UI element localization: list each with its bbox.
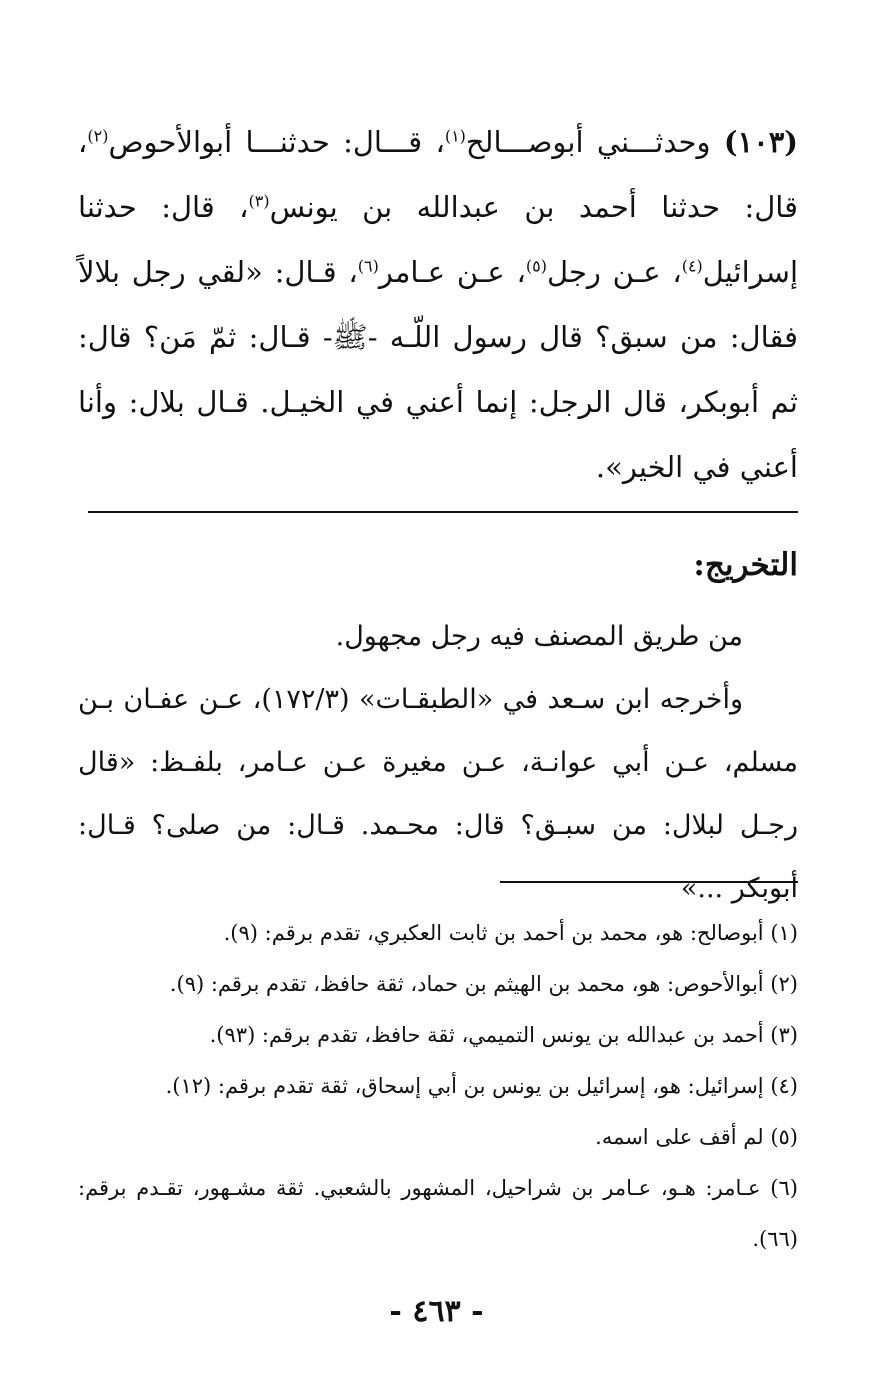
hadith-number: (١٠٣) (723, 125, 799, 159)
hadith-text (78, 110, 798, 500)
hadith-text-part-7: ، قـال: «لقي رجل بلالاً فقال: من سبق؟ قال رسول اللّـه -ﷺ- قـال: ثمّ مَن؟ قال: ثم أبوبكر، قال الرجل: إنما أعني في الخيـل. قـال بلال: وأنا أعني في الخير». (78, 255, 798, 484)
hadith-text-part-3: ، قال: حدثنا أحمد بن عبدالله بن يونس (78, 125, 798, 224)
hadith-text-part-5: ، عـن رجل (546, 255, 682, 289)
footnotes (78, 908, 798, 1265)
hadith-text-part-6: ، عـن عـامر (378, 255, 526, 289)
footnote-3: (٣) أحمد بن عبدالله بن يونس التميمي، ثقة حافظ، تقدم برقم: (٩٣). (209, 1023, 798, 1047)
footnote-4: (٤) إسرائيل: هو، إسرائيل بن يونس بن أبي إسحاق، ثقة تقدم برقم: (١٢). (165, 1074, 798, 1098)
footnote-1: (١) أبوصالح: هو، محمد بن أحمد بن ثابت العكبري، تقدم برقم: (٩). (223, 921, 798, 945)
footnote-5: (٥) لم أقف على اسمه. (595, 1125, 798, 1149)
footnote-6: (٦) عـامر: هـو، عـامر بن شراحيل، المشهور بالشعبي. ثقة مشـهور، تقـدم برقم: (٦٦). (78, 1176, 798, 1251)
footnote-ref-1[interactable]: (١) (444, 126, 466, 146)
page-number: - ٤٦٣ - (389, 1294, 484, 1329)
footnote-ref-6[interactable]: (٦) (357, 256, 379, 276)
takhrij-body (78, 605, 798, 920)
footnote-2: (٢) أبوالأحوص: هو، محمد بن الهيثم بن حماد، ثقة حافظ، تقدم برقم: (٩). (169, 972, 798, 996)
footnote-ref-2[interactable]: (٢) (87, 126, 109, 146)
takhrij-paragraph-2: وأخرجه ابن سـعد في «الطبقـات» (١٧٢/٣)، عـن عفـان بـن مسلم، عـن أبي عوانـة، عـن مغيرة عـن عـامر، بلفـظ: «قال رجـل لبلال: من سبـق؟ قال: محـمد. قـال: من صلى؟ قـال: أبوبكر ...» (78, 684, 798, 904)
footnote-ref-5[interactable]: (٥) (525, 256, 547, 276)
takhrij-heading: التخريج: (693, 547, 798, 583)
hadith-text-part-1: وحدثـــني أبوصـــالح (465, 125, 724, 159)
footnote-ref-3[interactable]: (٣) (248, 191, 270, 211)
footnote-ref-4[interactable]: (٤) (681, 256, 703, 276)
hadith-text-part-2: ، قـــال: حدثنـــا أبوالأحوص (108, 125, 445, 159)
hadith-text-part-4: ، قال: حدثنا إسرائيل (78, 190, 798, 289)
takhrij-paragraph-1: من طريق المصنف فيه رجل مجهول. (335, 621, 743, 652)
footnote-divider (500, 881, 798, 883)
section-divider (88, 511, 798, 513)
